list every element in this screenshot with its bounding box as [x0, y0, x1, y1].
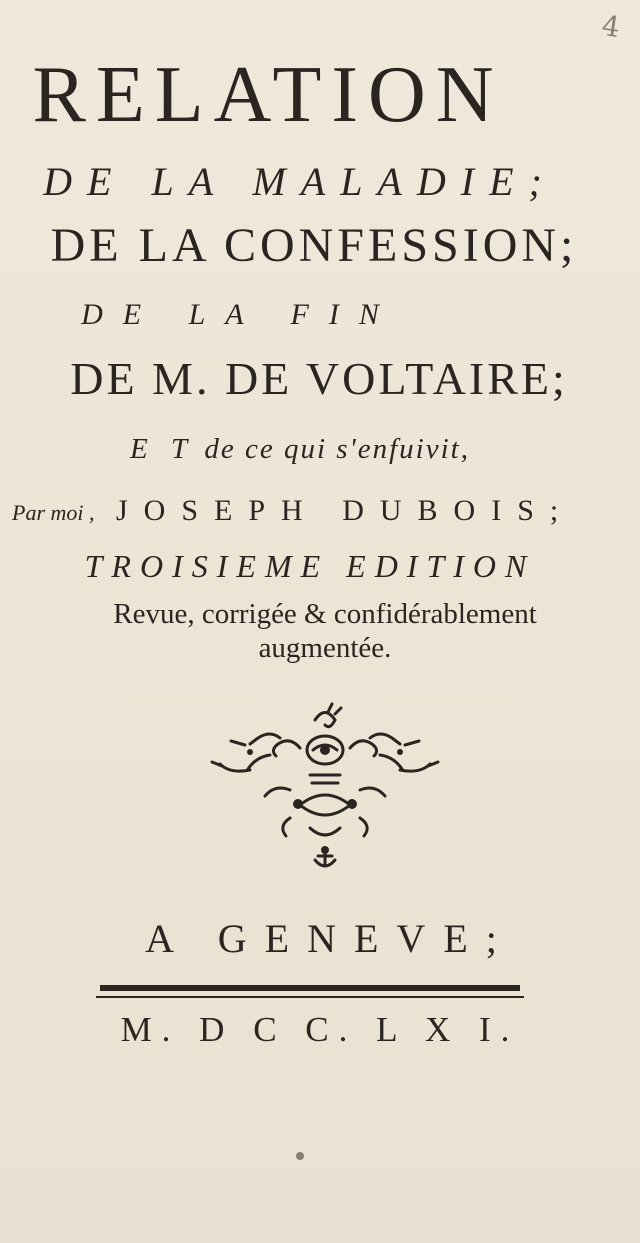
imprint-place: A GENEVE;	[145, 916, 515, 961]
author-line	[12, 494, 632, 528]
double-rule-thin	[96, 996, 524, 998]
subtitle-et: E T	[130, 433, 196, 465]
subtitle-line	[0, 433, 600, 466]
title-voltaire: DE M. DE VOLTAIRE;	[70, 353, 568, 404]
title-fin: DE LA FIN	[81, 298, 399, 331]
paper-speck	[296, 1152, 304, 1160]
imprint-date: M. D C C. L X I.	[120, 1010, 520, 1049]
title-relation: RELATION	[32, 51, 504, 139]
title-maladie: DE LA MALADIE;	[43, 159, 557, 204]
edition-line: TROISIEME EDITION	[84, 548, 536, 584]
revision-line-2: augmentée.	[258, 632, 392, 664]
double-rule-thick	[100, 985, 520, 991]
title-confession: DE LA CONFESSION;	[50, 219, 578, 272]
author-name: JOSEPH DUBOIS;	[116, 494, 575, 527]
subtitle-rest: de ce qui s'enfuivit,	[204, 433, 470, 465]
corner-mark: 4	[599, 8, 623, 45]
author-prefix: Par moi ,	[12, 500, 95, 525]
fleuron-icon	[150, 700, 500, 880]
revision-line: Revue, corrigée & confidérablement	[113, 598, 537, 630]
